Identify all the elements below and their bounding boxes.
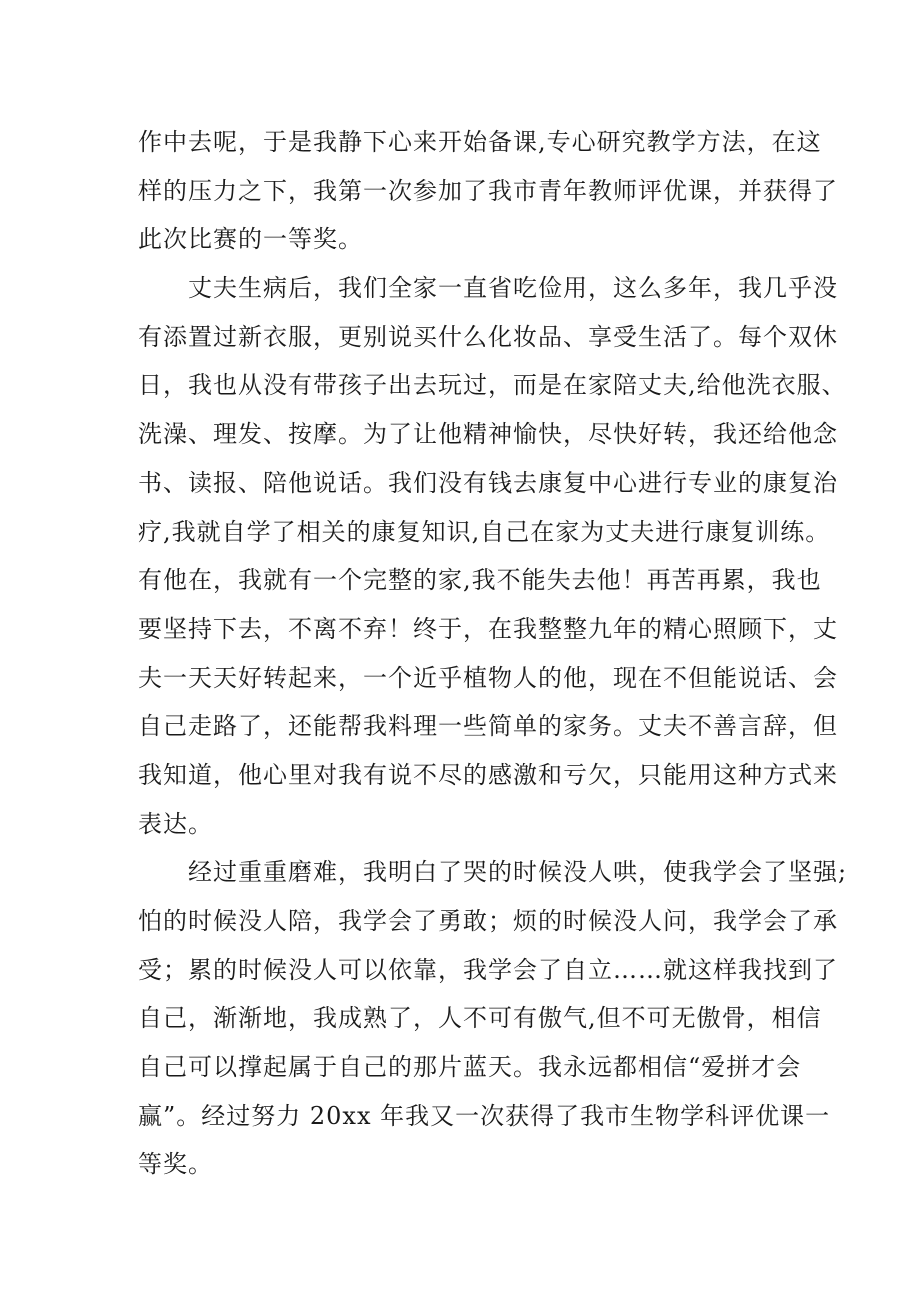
- text-line: 经过重重磨难，我明白了哭的时候没人哄，使我学会了坚强;: [188, 858, 848, 887]
- text-line: 怕的时候没人陪，我学会了勇敢；烦的时候没人问，我学会了承: [138, 907, 838, 935]
- text-line: 丈夫生病后，我们全家一直省吃俭用，这么多年，我几乎没: [188, 274, 838, 303]
- paragraph-2: [138, 264, 847, 848]
- text-line: 赢”。经过努力 20xx 年我又一次获得了我市生物学科评优课一: [138, 1101, 831, 1130]
- text-line: 等奖。: [138, 1150, 213, 1179]
- text-line: 自己走路了，还能帮我料理一些简单的家务。丈夫不善言辞，但: [138, 712, 838, 741]
- paragraph-3: [138, 848, 848, 1189]
- text-line: 作中去呢，于是我静下心来开始备课,专心研究教学方法，在这: [138, 128, 822, 156]
- text-line: 样的压力之下，我第一次参加了我市青年教师评优课，并获得了: [138, 176, 838, 205]
- text-line: 要坚持下去，不离不弃！终于，在我整整九年的精心照顾下，丈: [138, 614, 838, 643]
- text-line: 表达。: [138, 809, 213, 838]
- text-line: 受；累的时候没人可以依靠，我学会了自立……就这样我找到了: [138, 955, 838, 984]
- text-line: 此次比赛的一等奖。: [138, 225, 363, 254]
- text-line: 自己，渐渐地，我成熟了，人不可有傲气,但不可无傲骨，相信: [138, 1004, 822, 1033]
- text-line: 日，我也从没有带孩子出去玩过，而是在家陪丈夫,给他洗衣服、: [138, 371, 847, 400]
- text-line: 书、读报、陪他说话。我们没有钱去康复中心进行专业的康复治: [138, 468, 838, 497]
- text-line: 夫一天天好转起来，一个近乎植物人的他，现在不但能说话、会: [138, 663, 838, 692]
- text-line: 疗,我就自学了相关的康复知识,自己在家为丈夫进行康复训练。: [138, 517, 831, 546]
- text-line: 有他在，我就有一个完整的家,我不能失去他！再苦再累，我也: [138, 566, 822, 595]
- text-line: 我知道，他心里对我有说不尽的感激和亏欠，只能用这种方式来: [138, 760, 838, 789]
- text-line: 洗澡、理发、按摩。为了让他精神愉快，尽快好转，我还给他念: [138, 420, 838, 449]
- text-line: 有添置过新衣服，更别说买什么化妆品、享受生活了。每个双休: [138, 322, 838, 351]
- text-line: 自己可以撑起属于自己的那片蓝天。我永远都相信“爱拼才会: [138, 1053, 802, 1082]
- document-body: [138, 118, 848, 1189]
- paragraph-1: [138, 118, 838, 264]
